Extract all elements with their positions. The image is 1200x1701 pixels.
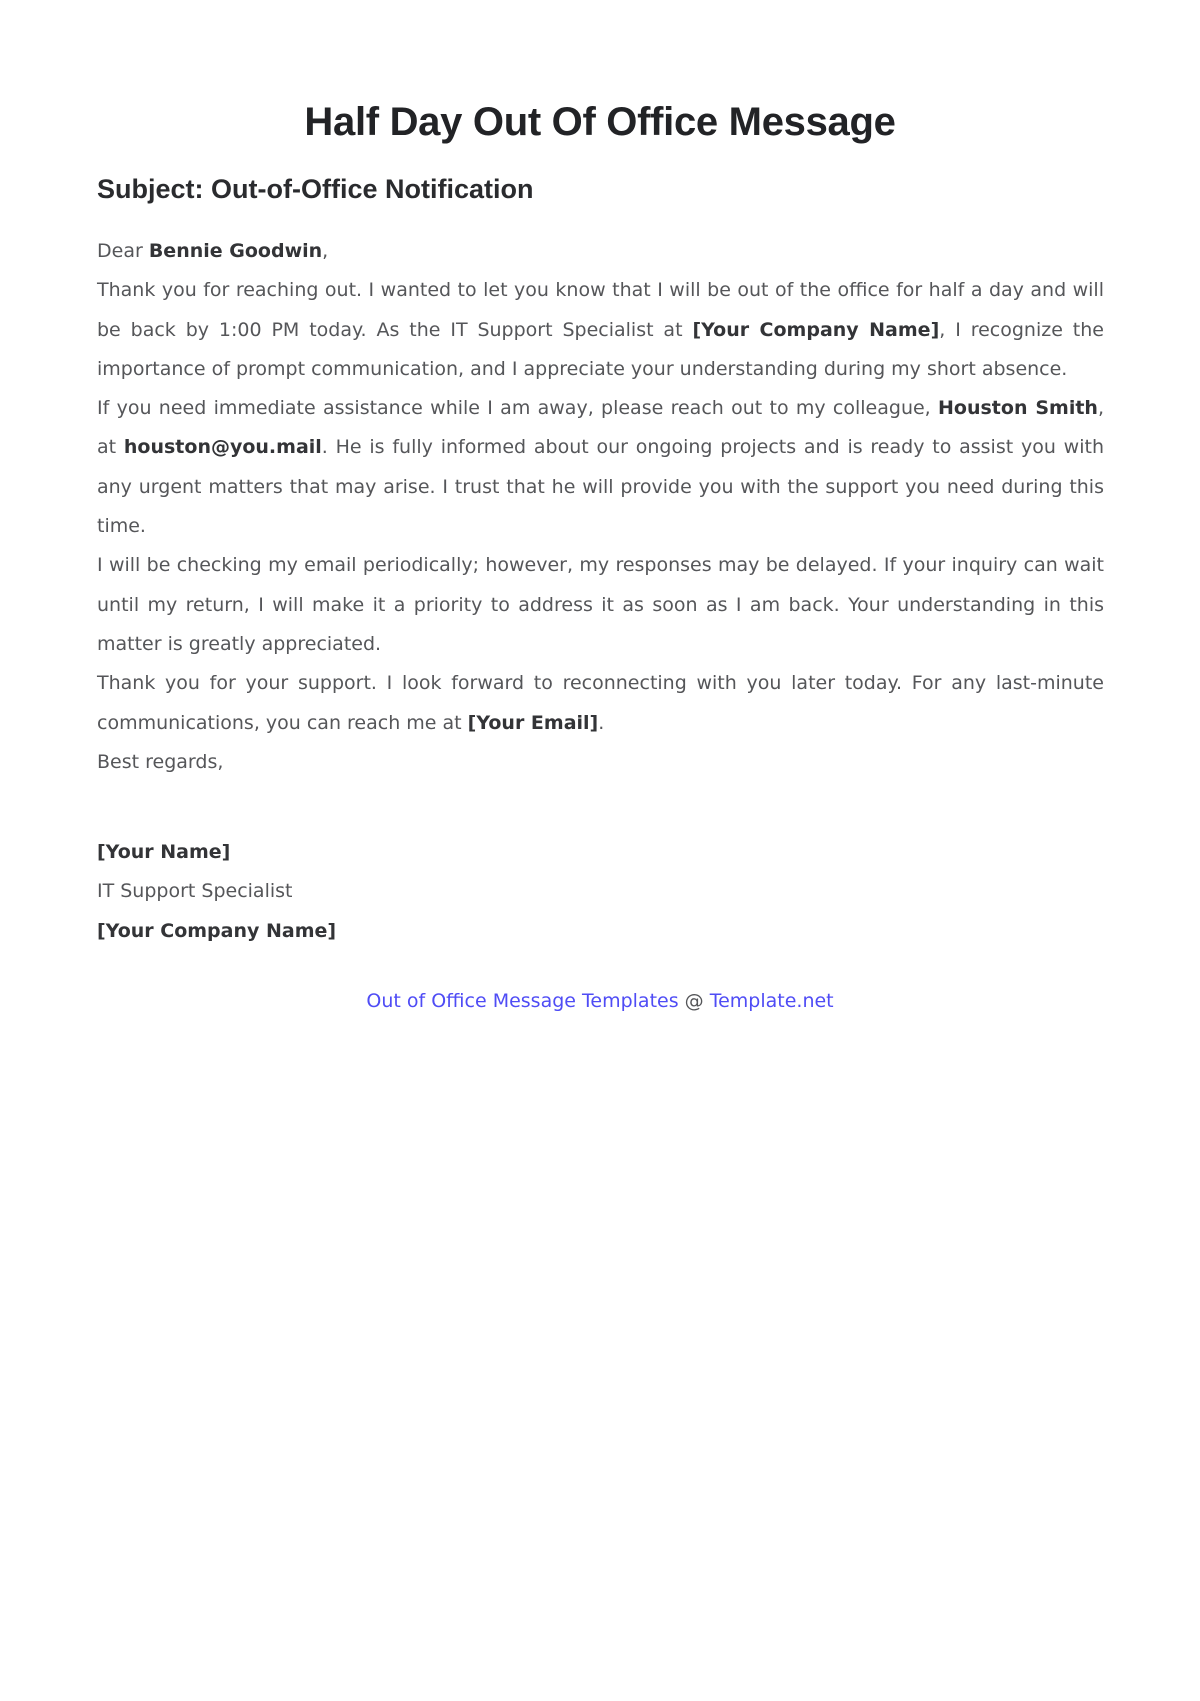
paragraph-1 [97, 271, 1104, 389]
greeting [97, 232, 1104, 271]
signature-company-text: [Your Company Name] [97, 919, 337, 942]
paragraph-2 [97, 389, 1104, 546]
company-placeholder: [Your Company Name] [692, 318, 940, 341]
signature-name-text: [Your Name] [97, 841, 231, 864]
signature-company [97, 912, 1104, 951]
recipient-name: Bennie Goodwin [148, 240, 323, 262]
closing: Best regards, [97, 750, 224, 773]
footer-separator: @ [678, 990, 710, 1012]
text: , I recognize the importance of prompt communication, and I appreciate your understanding during my short absence. [97, 318, 1104, 380]
text: Thank you for reaching out. I wanted to let you know that I will be out of the office for half a day and will be back by 1:00 PM today. As the IT Support Specialist at [97, 279, 1104, 341]
text: Thank you for your support. I look forward to reconnecting with you later today. For any last-minute communications, you can reach me at [97, 672, 1104, 734]
text: , at [97, 397, 1104, 459]
paragraph-3: I will be checking my email periodically; however, my responses may be delayed. If your inquiry can wait until my return, I will make it a priority to address it as soon as I am back. Your understanding in this matter is greatly appreciated. [97, 554, 1104, 655]
page-title: Half Day Out Of Office Message [304, 100, 896, 144]
template-net-link[interactable]: Template.net [709, 990, 834, 1012]
footer [0, 986, 1200, 1016]
greeting-prefix: Dear [97, 240, 149, 262]
colleague-email: houston@you.mail [123, 436, 322, 459]
signature-role: IT Support Specialist [97, 880, 293, 903]
colleague-name: Houston Smith [938, 397, 1098, 420]
email-placeholder: [Your Email] [467, 711, 599, 734]
paragraph-4 [97, 664, 1104, 743]
signature-name [97, 833, 1104, 872]
text: If you need immediate assistance while I am away, please reach out to my colleague, [97, 397, 939, 420]
spacer [97, 782, 1104, 833]
email-subject: Subject: Out-of-Office Notification [97, 174, 534, 204]
greeting-suffix: , [322, 240, 329, 262]
text: . He is fully informed about our ongoing projects and is ready to assist you with any urgent matters that may arise. I trust that he will provide you with the support you need during this time. [97, 436, 1104, 538]
letter-body [97, 232, 1104, 951]
text: . [598, 711, 605, 734]
templates-link[interactable]: Out of Office Message Templates [366, 990, 679, 1012]
